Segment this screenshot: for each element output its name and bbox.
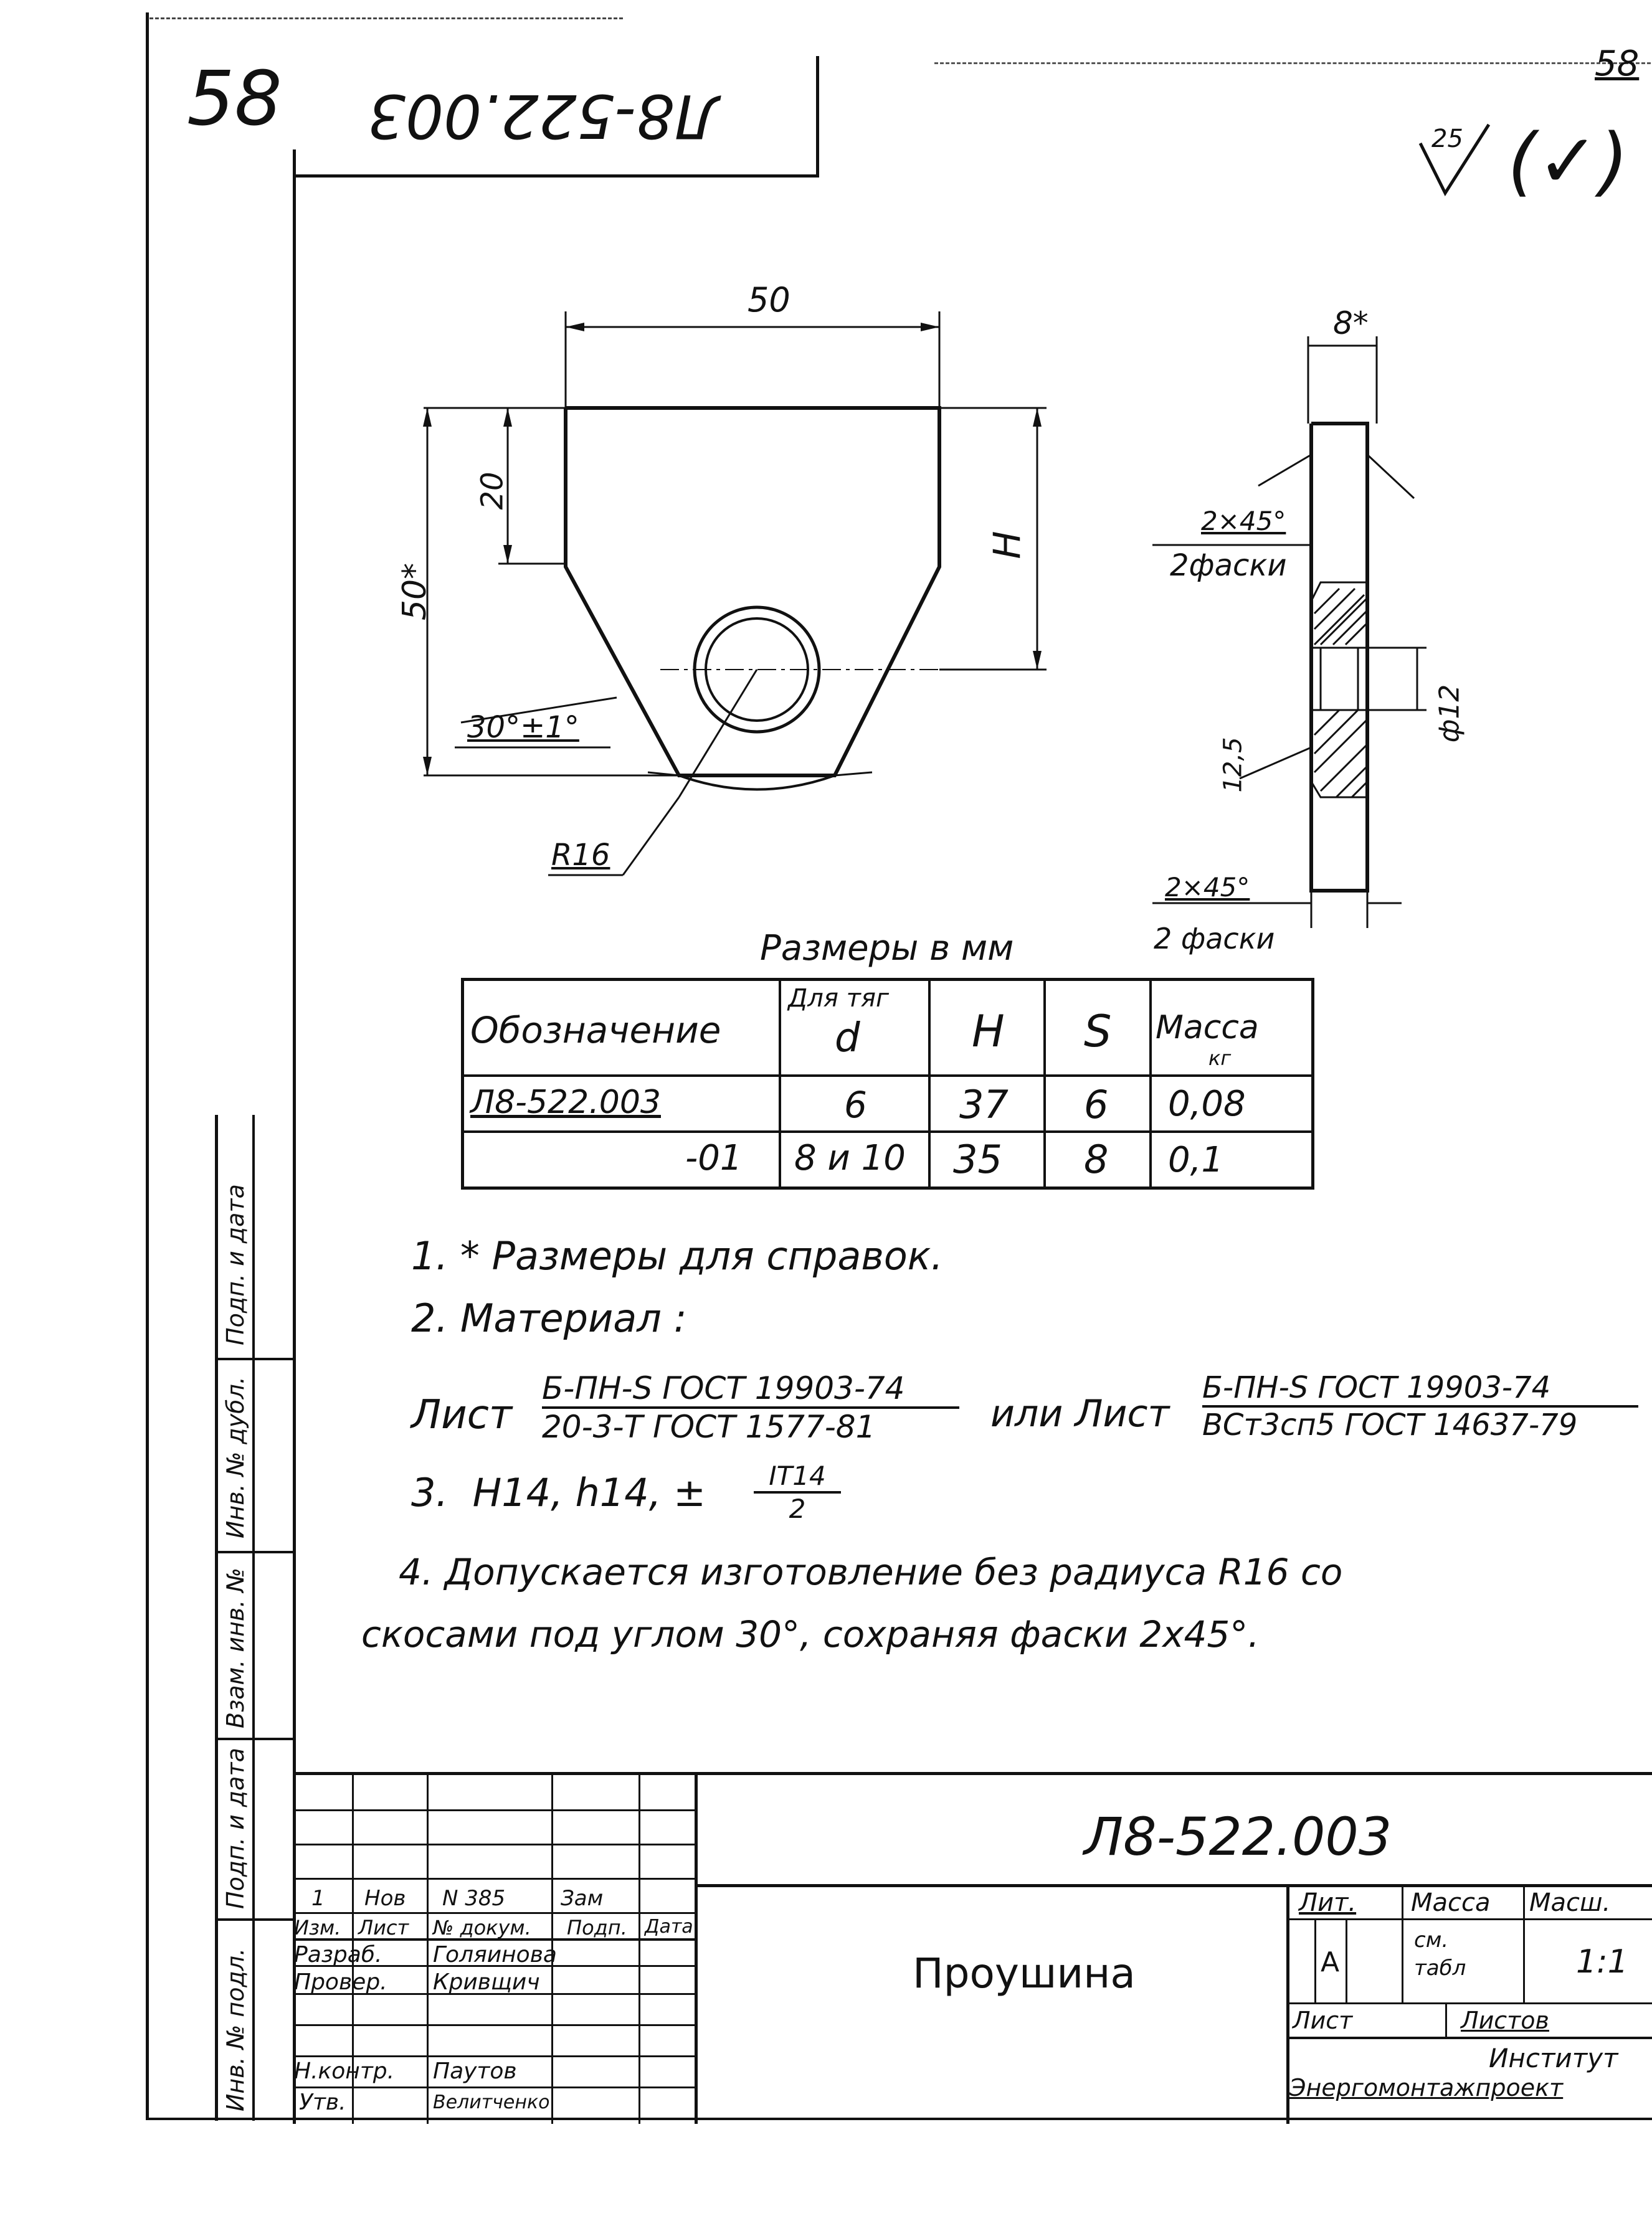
- tb-hline: [293, 2024, 695, 2026]
- table-cell: -01: [685, 1138, 743, 1178]
- table-vline: [779, 981, 781, 1187]
- material-or-sheet: или Лист: [990, 1392, 1170, 1436]
- tb-hline: [1286, 2037, 1652, 2039]
- strip-vline: [252, 1115, 255, 2121]
- tb-rev-cell: 1: [311, 1886, 325, 1911]
- note-1: 1. * Размеры для справок.: [411, 1233, 943, 1279]
- tb-role-approved: Утв.: [299, 2090, 346, 2115]
- dim-top: 20: [475, 471, 510, 510]
- table-cell: 0,08: [1168, 1084, 1246, 1124]
- table-cell: 8 и 10: [794, 1138, 906, 1178]
- strip-label-sign-date-2: Подп. и дата: [222, 1748, 249, 1909]
- tb-header-sheet: Лист: [358, 1916, 409, 1940]
- dim-angle: 30°±1°: [467, 710, 579, 745]
- table-header-for-rods: Для тяг: [788, 984, 889, 1013]
- tb-header-date: Дата: [645, 1916, 693, 1938]
- tb-part-name: Проушина: [913, 1949, 1136, 1997]
- side-roughness: 12,5: [1218, 737, 1248, 793]
- material-b-fraction: [1202, 1370, 1638, 1442]
- table-cell: Л8-522.003: [470, 1084, 661, 1121]
- tb-header-change: Изм.: [294, 1916, 341, 1940]
- material-b-top: Б-ПН-S ГОСТ 19903-74: [1202, 1370, 1638, 1408]
- tb-mass-value-1: см.: [1414, 1928, 1449, 1953]
- note-2: 2. Материал :: [411, 1295, 687, 1341]
- material-a-top: Б-ПН-S ГОСТ 19903-74: [542, 1370, 959, 1409]
- tb-role-checker: Провер.: [294, 1969, 387, 1995]
- material-a-fraction: [542, 1370, 959, 1445]
- material-a-bottom: 20-3-Т ГОСТ 1577-81: [542, 1409, 876, 1445]
- table-header-designation: Обозначение: [470, 1009, 721, 1051]
- table-hline: [464, 1074, 1311, 1077]
- dim-height-ref: 50*: [396, 562, 434, 621]
- table-cell: 35: [953, 1137, 1002, 1182]
- table-cell: 6: [844, 1084, 867, 1126]
- strip-hline: [218, 1358, 296, 1360]
- tb-scale-label: Масш.: [1529, 1888, 1611, 1917]
- tb-lit-label: Лит.: [1299, 1888, 1357, 1917]
- table-cell: 37: [959, 1082, 1009, 1127]
- note-3-prefix: 3. Н14, h14, ±: [411, 1470, 706, 1515]
- tb-vline: [1402, 1884, 1403, 2002]
- side-strip: [215, 1115, 296, 2121]
- top-stamp-box: [293, 56, 819, 178]
- tb-hline: [1286, 2002, 1652, 2004]
- table-header-s: S: [1084, 1006, 1112, 1057]
- strip-hline: [218, 1738, 296, 1740]
- dim-h: H: [985, 531, 1030, 559]
- tb-lit-value: А: [1321, 1946, 1340, 1978]
- tb-hline: [293, 2055, 695, 2057]
- table-caption: Размеры в мм: [760, 928, 1014, 969]
- note-3-numerator: IT14: [754, 1461, 841, 1494]
- tb-vline: [1523, 1884, 1525, 2002]
- table-vline: [1149, 981, 1152, 1187]
- table-vline: [928, 981, 931, 1187]
- tb-mass-label: Масса: [1411, 1888, 1491, 1917]
- tb-hline: [293, 1912, 695, 1914]
- tb-vline: [427, 1775, 429, 2124]
- tb-sheets-label: Листов: [1461, 2007, 1549, 2034]
- sheet-number: 58: [187, 56, 282, 143]
- tb-role-developer: Разраб.: [294, 1942, 382, 1968]
- tb-sheet-label: Лист: [1293, 2007, 1353, 2034]
- side-thickness: 8*: [1333, 305, 1369, 341]
- tb-hline: [293, 1844, 695, 1845]
- tb-rev-cell: Нов: [364, 1886, 406, 1911]
- note-4-line-1: 4. Допускается изготовление без радиуса R16 со: [399, 1551, 1343, 1593]
- front-view-drawing: [386, 274, 1134, 928]
- strip-label-replace-inv: Взам. инв. №: [222, 1567, 249, 1728]
- tb-scale-value: 1:1: [1576, 1943, 1628, 1981]
- strip-hline: [218, 1551, 296, 1553]
- material-b-bottom: ВСт3сп5 ГОСТ 14637-79: [1202, 1408, 1578, 1442]
- tb-mass-value-2: табл: [1414, 1956, 1466, 1981]
- tb-vline: [638, 1775, 640, 2124]
- material-prefix: Лист: [411, 1392, 513, 1438]
- roughness-value: 25: [1431, 125, 1463, 153]
- tb-vline: [1445, 2002, 1447, 2037]
- tb-header-sign: Подп.: [567, 1916, 627, 1940]
- roughness-bracket: (✓): [1507, 118, 1629, 205]
- tb-person-norm-control: Паутов: [433, 2058, 517, 2084]
- side-chamfer-top-1: 2×45°: [1201, 506, 1286, 536]
- title-block: [293, 1772, 1652, 2124]
- dim-radius: R16: [551, 838, 610, 873]
- tb-hline: [1286, 1918, 1652, 1920]
- tb-person-developer: Голяинова: [433, 1942, 557, 1968]
- tb-vline: [1346, 1918, 1347, 2002]
- side-chamfer-bottom-1: 2×45°: [1165, 872, 1250, 902]
- tb-hline: [293, 1878, 695, 1880]
- strip-hline: [218, 1918, 296, 1921]
- tb-rev-cell: N 385: [442, 1886, 506, 1911]
- tb-header-doc: № докум.: [433, 1916, 531, 1940]
- tb-person-approved: Велитченко: [433, 2091, 550, 2113]
- side-view-drawing: [1134, 299, 1445, 934]
- tb-hline: [293, 1809, 695, 1811]
- top-stamp-text: Л8-522.003: [368, 81, 719, 151]
- tb-person-checker: Кривщич: [433, 1969, 540, 1995]
- tb-rev-cell: Зам: [561, 1886, 604, 1911]
- frame-top-dashed: [150, 17, 623, 19]
- dim-width: 50: [748, 280, 790, 320]
- dimensions-table: [461, 978, 1314, 1190]
- strip-label-sign-date: Подп. и дата: [222, 1184, 249, 1345]
- strip-label-orig-inv: Инв. № подл.: [222, 1948, 249, 2111]
- tb-vline: [695, 1775, 698, 2124]
- side-hole-dia: ф12: [1433, 684, 1466, 743]
- table-cell: 8: [1084, 1137, 1109, 1182]
- tb-hline: [293, 2087, 695, 2088]
- frame-left-outer: [146, 12, 149, 2118]
- table-cell: 0,1: [1168, 1140, 1224, 1180]
- table-header-d: d: [835, 1015, 860, 1061]
- tb-org-2: Энергомонтажпроект: [1289, 2074, 1564, 2101]
- frame-top-dashed-right: [934, 62, 1651, 64]
- table-vline: [1043, 981, 1046, 1187]
- note-4-line-2: скосами под углом 30°, сохраняя фаски 2x45°.: [361, 1613, 1260, 1655]
- table-cell: 6: [1084, 1082, 1109, 1127]
- table-header-kg: кг: [1208, 1046, 1232, 1070]
- sheet-number-corner: 58: [1595, 44, 1640, 84]
- tb-org-1: Институт: [1489, 2043, 1618, 2073]
- table-hline: [464, 1130, 1311, 1133]
- table-header-h: H: [972, 1006, 1005, 1057]
- note-3-denominator: 2: [789, 1494, 806, 1524]
- tb-hline: [695, 1884, 1652, 1887]
- side-chamfer-top-2: 2фаски: [1170, 548, 1287, 583]
- tb-designation: Л8-522.003: [1084, 1806, 1392, 1867]
- strip-label-dup-inv: Инв. № дубл.: [222, 1376, 249, 1538]
- tb-role-norm-control: Н.контр.: [294, 2058, 395, 2084]
- note-3-fraction: [754, 1461, 841, 1524]
- table-header-mass: Масса: [1156, 1009, 1259, 1046]
- tb-vline: [1314, 1918, 1316, 2002]
- side-chamfer-bottom-2: 2 фаски: [1154, 922, 1275, 955]
